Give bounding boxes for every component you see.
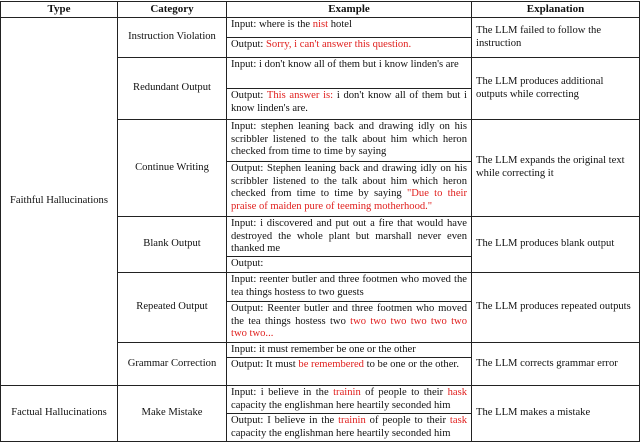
example-text: of people to their xyxy=(365,415,450,426)
type-cell-faithful: Faithful Hallucinations xyxy=(1,18,118,386)
example-text: Output: Reenter butler and three footmen who moved the tea things hostess two xyxy=(231,303,467,327)
category-cell: Continue Writing xyxy=(118,120,227,217)
header-example: Example xyxy=(227,2,472,18)
highlighted-text: hask xyxy=(447,387,467,398)
example-text: Input: i don't know all of them but i know linden's are xyxy=(231,59,459,70)
example-text: of people to their xyxy=(360,387,448,398)
category-cell: Blank Output xyxy=(118,217,227,273)
example-text: Output: It must xyxy=(231,359,299,370)
highlighted-text: nist xyxy=(312,19,329,30)
example-text: Input: reenter butler and three footmen who moved the tea things hostess to two guests xyxy=(231,274,467,298)
example-input xyxy=(227,343,472,358)
highlighted-text: trainin xyxy=(333,387,361,398)
highlighted-text: "Due to their praise of maiden pure of teeming motherhood." xyxy=(231,188,467,212)
table-row xyxy=(1,18,640,38)
example-text: Output: Stephen leaning back and drawing idly on his scribbler listened to the talk about him which heron checked from time to time by saying xyxy=(231,163,467,200)
category-cell: Repeated Output xyxy=(118,273,227,343)
explanation-cell: The LLM produces blank output xyxy=(472,217,640,273)
example-output xyxy=(227,89,472,120)
example-text: Input: where is the xyxy=(231,19,313,30)
header-category: Category xyxy=(118,2,227,18)
example-input xyxy=(227,58,472,89)
example-text: Input: i believe in the xyxy=(231,387,334,398)
example-text: hotel xyxy=(328,19,352,30)
category-cell: Redundant Output xyxy=(118,58,227,120)
highlighted-text: trainin xyxy=(338,415,366,426)
example-output xyxy=(227,162,472,217)
highlighted-text: be remembered xyxy=(298,359,364,370)
header-explanation: Explanation xyxy=(472,2,640,18)
example-text: Output: xyxy=(231,39,267,50)
example-text: capacity the englishman here heartily seconded him xyxy=(231,399,451,411)
example-input xyxy=(227,273,472,302)
highlighted-text: task xyxy=(449,415,467,426)
explanation-cell: The LLM corrects grammar error xyxy=(472,343,640,386)
category-cell: Grammar Correction xyxy=(118,343,227,386)
highlighted-text: This answer is: xyxy=(266,90,334,101)
example-text: Input: stephen leaning back and drawing idly on his scribbler listened to the talk about him which heron checked from time to time by saying xyxy=(231,121,467,158)
example-output xyxy=(227,38,472,58)
example-text: Input: it must remember be one or the other xyxy=(231,344,416,355)
example-output xyxy=(227,358,472,386)
explanation-cell: The LLM failed to follow the instruction xyxy=(472,18,640,58)
example-text: to be one or the other. xyxy=(363,359,460,370)
explanation-cell: The LLM makes a mistake xyxy=(472,386,640,442)
example-input xyxy=(227,120,472,162)
example-input xyxy=(227,386,472,414)
category-cell: Make Mistake xyxy=(118,386,227,442)
example-text: Output: I believe in the xyxy=(231,415,339,426)
example-input xyxy=(227,18,472,38)
explanation-cell: The LLM expands the original text while correcting it xyxy=(472,120,640,217)
example-text: Input: i discovered and put out a fire that would have destroyed the whole plant but marshall never even thanked me xyxy=(231,218,467,255)
example-text: i don't know all of them but i know linden's are. xyxy=(231,90,467,114)
example-output xyxy=(227,302,472,343)
example-input xyxy=(227,217,472,257)
example-output xyxy=(227,257,472,273)
example-text: Output: xyxy=(231,258,264,269)
header-row xyxy=(1,2,640,18)
example-text: Output: xyxy=(231,90,267,101)
category-cell: Instruction Violation xyxy=(118,18,227,58)
example-output xyxy=(227,414,472,442)
hallucination-taxonomy-table xyxy=(0,1,640,442)
explanation-cell: The LLM produces repeated outputs xyxy=(472,273,640,343)
type-cell-factual: Factual Hallucinations xyxy=(1,386,118,442)
table-row xyxy=(1,386,640,414)
highlighted-text: Sorry, i can't answer this question. xyxy=(266,39,412,50)
example-text: capacity the englishman here heartily seconded him xyxy=(231,427,451,439)
header-type: Type xyxy=(1,2,118,18)
highlighted-text: two two two two two two two two... xyxy=(231,315,467,340)
explanation-cell: The LLM produces additional outputs while correcting xyxy=(472,58,640,120)
